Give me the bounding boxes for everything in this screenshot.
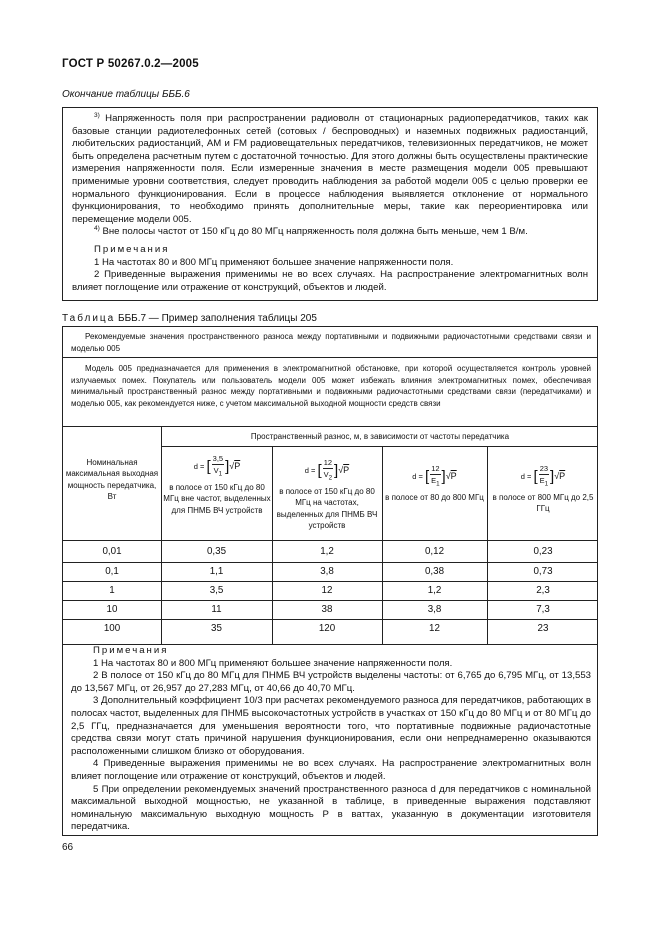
table-cell: 12 (321, 585, 333, 596)
col-1-header: в полосе от 150 кГц до 80 МГц вне частот, выделенных для ПНМБ ВЧ устройств (163, 483, 271, 515)
formula-3: d = [ 12 $E_1$ ] √P (412, 464, 457, 488)
table-cell: 35 (211, 623, 222, 634)
table-cell: 0,1 (105, 566, 119, 577)
table-cell: 120 (318, 623, 336, 634)
table-intro-2: Модель 005 предназначается для применения в электромагнитной обстановке, при которой осуществляется контроль уровней излучаемых помех. Покупатель или пользователь модели 005 может избежать влияния электромагнитных помех, обеспечивая минимальный пространственный разнос между портативными и подвижными радиочастотными средствами связи (передатчиками) и моделью 005, как рекомендуется ниже, с учетом максимальной выходной мощности средств связи (71, 364, 591, 408)
table-note-2: 2 В полосе от 150 кГц до 80 МГц для ПНМБ ВЧ устройств выделены частоты: от 6,765 до 6,795 МГц, от 13,553 до 13,567 МГц, от 26,957 до 27,283 МГц, от 40,66 до 40,70 МГц. (71, 670, 591, 694)
footnote-4: $^{4)}$ Вне полосы частот от 150 кГц до 80 МГц напряженность поля должна быть меньше, чем 1 В/м. (94, 225, 528, 238)
table-cell: 11 (211, 604, 222, 615)
separation-header: Пространственный разнос, м, в зависимости от частоты передатчика (250, 432, 510, 441)
formula-2: d = [ 12 $V_2$ ] √P (304, 458, 350, 482)
table-cell: 3,8 (427, 604, 442, 615)
col-power-header: Номинальная максимальная выходная мощность передатчика, Вт (65, 458, 159, 502)
table-cell: 0,12 (424, 546, 445, 557)
table-cell: 0,01 (102, 546, 122, 557)
table-cell: 1 (109, 585, 115, 596)
formula-4: d = [ 23 $E_1$ ] √P (520, 464, 566, 488)
table-cell: 7,3 (536, 604, 550, 615)
table-note-4: 4 Приведенные выражения применимы не во всех случаях. На распространение электромагнитных волн влияет поглощение или отражение от конструкций, объектов и людей. (71, 758, 591, 782)
page-number: 66 (62, 842, 74, 853)
col-2-header: в полосе от 150 кГц до 80 МГц на частотах, выделенных для ПНМБ ВЧ устройств (276, 487, 378, 531)
table-continuation-caption: Окончание таблицы БББ.6 (62, 89, 190, 100)
table-note-3: 3 Дополнительный коэффициент 10/3 при расчетах рекомендуемого разноса для передатчиков, работающих в полосах частот, выделенных для ПНМБ высокочастотных устройств в участках от 150 кГц до 80 МГц и от 80 МГц до 2,5 ГГц, предназначается для уменьшения вероятности того, что портативные подвижные радиочастотные средства связи могут стать причиной нарушения функционирования, если они непреднамеренно оказываются расположенными слишком близко от оборудования. (71, 695, 591, 757)
table-cell: 10 (106, 604, 118, 615)
table-cell: 0,23 (533, 546, 553, 557)
table-title: Таблица БББ.7 — Пример заполнения таблицы 205 (62, 313, 317, 324)
table-notes-title: Примечания (93, 645, 169, 656)
table-cell: 1,2 (427, 585, 442, 596)
formula-1: d = [ 3,5 $V_1$ ] √P (193, 454, 241, 478)
table-cell: 100 (103, 623, 121, 634)
table-cell: 0,73 (533, 566, 553, 577)
col-4-header: в полосе от 800 МГц до 2,5 ГГц (492, 493, 594, 514)
table-note-1: 1 На частотах 80 и 800 МГц применяют большее значение напряженности поля. (93, 657, 453, 669)
footnote-3: $^{3)}$ Напряженность поля при распространении радиоволн от стационарных радиопередатчиков, таких как базовые станции радиотелефонных сетей (сотовых / беспроводных) и наземных подвижных радиостанций, любительских радиостанций, АМ и FM радиовещательных передатчиков, телевизионных передатчиков, не может быть определена расчетным путем с достаточной точностью. Для этого должны быть осуществлены практические измерения напряженности поля. Если измеренные значения в месте размещения модели 005 превышают применимые уровни соответствия, следует проводить наблюдения за работой модели 005 с целью проверки ее нормального функционирования. Если в процессе наблюдения выявляется отклонение от нормального функционирования, то необходимо принять дополнительные меры, такие как переориентировка или перемещение модели 005. (72, 112, 588, 225)
table-intro-1: Рекомендуемые значения пространственного разноса между портативными и подвижными радиочастотными средствами связи и моделью 005 (71, 332, 591, 353)
table-note-5: 5 При определении рекомендуемых значений пространственного разноса d для передатчиков с номинальной максимальной выходной мощностью, не указанной в таблице, в приведенные выражения подставляют номинальную максимальную выходную мощность Р в ваттах, указанную в документации изготовителя передатчика. (71, 783, 591, 833)
table-cell: 2,3 (536, 585, 550, 596)
note-1: 1 На частотах 80 и 800 МГц применяют большее значение напряженности поля. (94, 256, 454, 268)
table-cell: 0,38 (424, 566, 445, 577)
table-cell: 12 (429, 623, 440, 634)
note-2: 2 Приведенные выражения применимы не во всех случаях. На распространение электромагнитных волн влияет поглощение или отражение от конструкций, объектов и людей. (72, 269, 588, 293)
table-notes (71, 645, 591, 834)
table-cell: 1,2 (320, 546, 334, 557)
table-cell: 0,35 (206, 546, 227, 557)
table-cell: 3,8 (320, 566, 334, 577)
table-cell: 38 (321, 604, 333, 615)
document-header: ГОСТ Р 50267.0.2—2005 (62, 58, 199, 70)
col-3-header: в полосе от 80 до 800 МГц (385, 493, 484, 502)
table-bbb7 (62, 326, 598, 836)
table-cell: 3,5 (209, 585, 224, 596)
notes-title: Примечания (94, 243, 170, 255)
footnotes-box (62, 107, 598, 301)
table-cell: 1,1 (209, 566, 224, 577)
table-cell: 23 (537, 623, 549, 634)
